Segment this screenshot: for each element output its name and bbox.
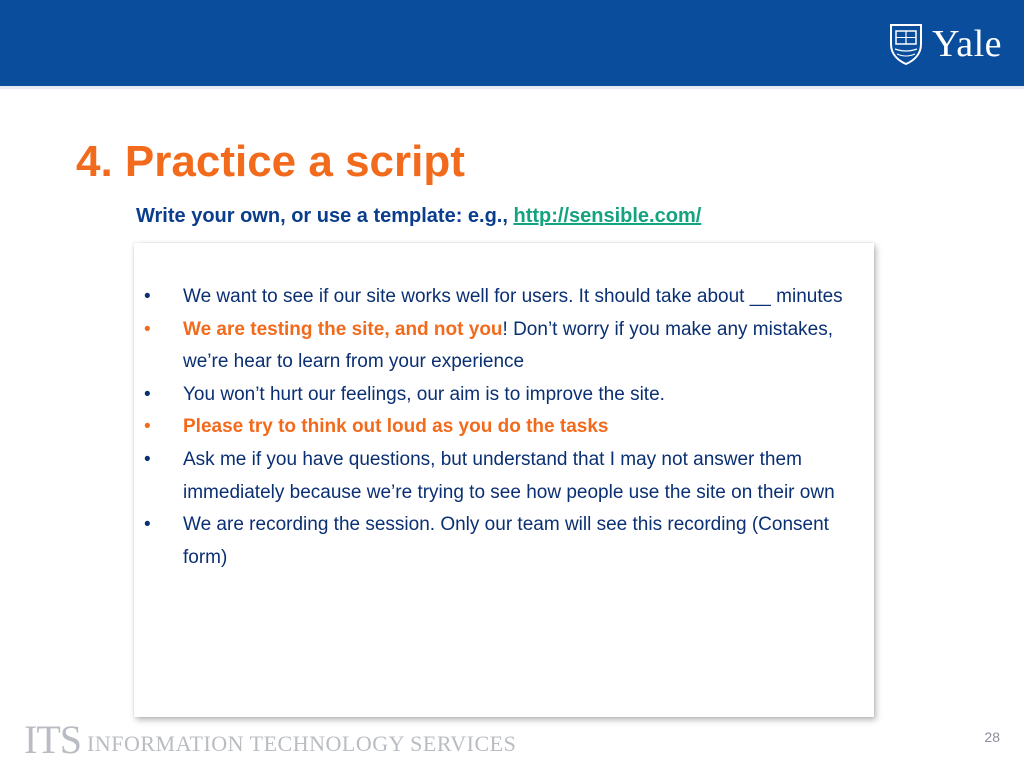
- bullet-item: [134, 379, 874, 412]
- bullet-icon: •: [144, 448, 151, 470]
- bullet-icon: •: [144, 318, 151, 340]
- slide-title: 4. Practice a script: [76, 137, 465, 186]
- footer: [0, 712, 1024, 768]
- bullet-text: We want to see if our site works well for users. It should take about __ minutes: [183, 286, 843, 307]
- its-text: INFORMATION TECHNOLOGY SERVICES: [87, 731, 517, 756]
- bullet-list: [134, 281, 874, 574]
- its-mark: ITS: [24, 717, 81, 762]
- bullet-item: [134, 411, 874, 444]
- yale-logo: [888, 22, 1002, 66]
- subtitle-text: Write your own, or use a template: e.g.,: [136, 205, 514, 227]
- template-link[interactable]: http://sensible.com/: [513, 205, 702, 227]
- header-bar: [0, 0, 1024, 86]
- bullet-emphasis: Please try to think out loud as you do the tasks: [183, 416, 609, 438]
- content-box: [134, 243, 874, 717]
- bullet-item: [134, 314, 874, 379]
- its-logo: [24, 717, 517, 762]
- yale-shield-icon: [888, 22, 924, 66]
- bullet-text: Ask me if you have questions, but understand that I may not answer them immediately because we’re trying to see how people use the site on their own: [183, 448, 835, 503]
- bullet-text: We are recording the session. Only our team will see this recording (Consent form): [183, 514, 829, 568]
- bullet-icon: •: [144, 514, 151, 536]
- page-number: 28: [984, 729, 1000, 745]
- bullet-icon: •: [144, 383, 151, 405]
- bullet-item: [134, 509, 874, 574]
- subtitle: [136, 202, 701, 230]
- yale-wordmark: Yale: [932, 23, 1002, 65]
- bullet-text: ! Don’t worry if you make any mistakes, we’re hear to learn from your experience: [183, 318, 834, 373]
- bullet-item: [134, 281, 874, 314]
- bullet-text: You won’t hurt our feelings, our aim is to improve the site.: [183, 383, 665, 405]
- bullet-icon: •: [144, 416, 151, 438]
- bullet-icon: •: [144, 286, 151, 307]
- bullet-emphasis: We are testing the site, and not you: [183, 318, 503, 340]
- bullet-item: [134, 444, 874, 509]
